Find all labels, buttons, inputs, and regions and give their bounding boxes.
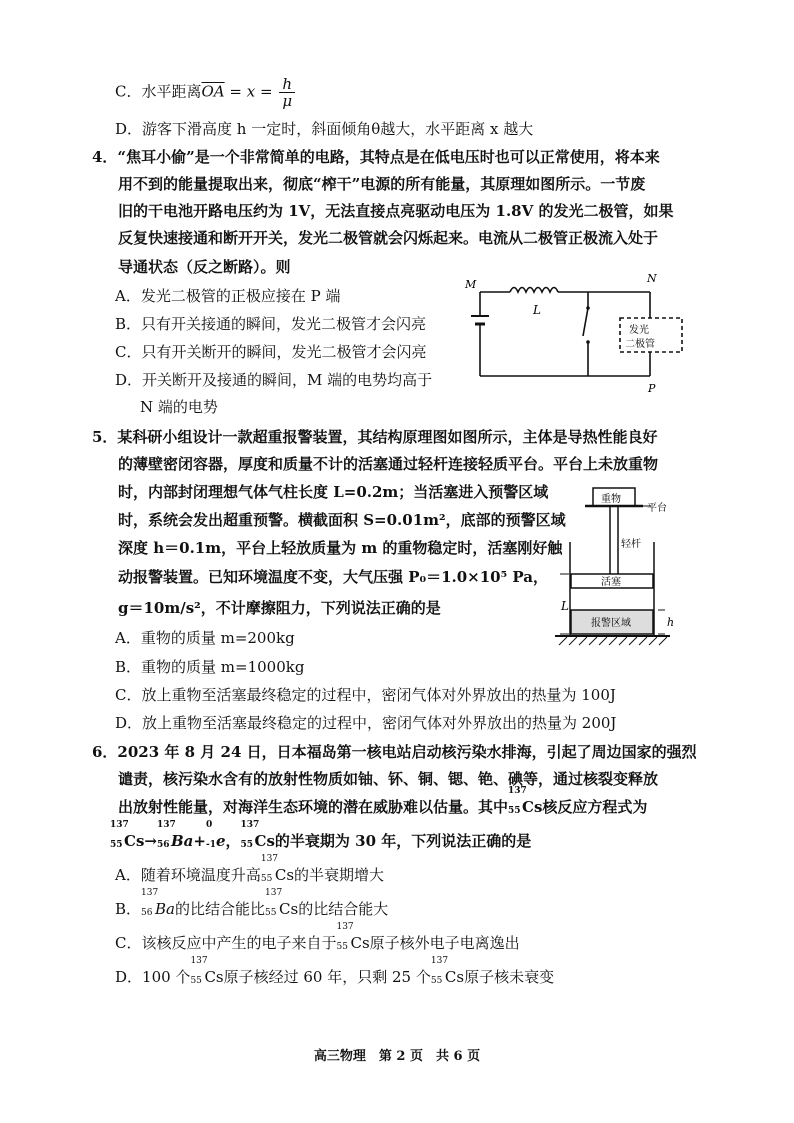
joule-thief-circuit-figure [455,268,695,398]
q6-line-1: 6．2023 年 8 月 24 日，日本福岛第一核电站启动核污染水排海，引起了周边国家的强烈 [92,743,697,761]
label-p: P [648,382,656,395]
q6-line-3: 出放射性能量，对海洋生态环境的潜在威胁难以估量。其中 137 55 Cs核反应方程式为 [118,786,648,816]
platform-label: 平台 [647,503,667,514]
q4-option-d: D．开关断开及接通的瞬间，M 端的电势均高于 [115,371,433,389]
q6-option-d: D．100 个 137 55 Cs原子核经过 60 年，只剩 25 个 137 55 Cs原子核未衰变 [115,956,555,986]
led-label-1: 发光 [629,325,649,336]
q4-line-4: 反复快速接通和断开开关，发光二极管就会闪烁起来。电流从二极管正极流入处于 [118,229,659,247]
q3-option-c: C．水平距离$\overline{OA} = x$ = $\frac{h}{\mu}$ [115,76,297,109]
label-h: h [667,616,675,629]
piston-label: 活塞 [601,577,621,588]
q5-line-7: g＝10m/s²，不计摩擦阻力，下列说法正确的是 [118,599,441,617]
segment-oa: $\overline{OA}$ [201,82,225,101]
alarm-zone-label: 报警区域 [591,618,631,629]
q6-line-2: 谴责，核污染水含有的放射性物质如铀、钚、铜、锶、铯、碘等，通过核裂变释放 [118,770,659,788]
led-label-2: 二极管 [625,339,655,350]
q5-option-b: B．重物的质量 m=1000kg [115,658,305,676]
q6-equation: 137 55 Cs→ 137 56 Ba+ 0 -1 e， 137 55 Cs的半衰期为 30 年，下列说法正确的是 [110,820,532,850]
label-m: M [465,278,477,291]
q5-option-c: C．放上重物至活塞最终稳定的过程中，密闭气体对外界放出的热量为 100J [115,686,616,704]
q6-option-b: B． 137 56 Ba的比结合能比 137 55 Cs的比结合能大 [115,888,389,918]
q5-line-5: 深度 h＝0.1m，平台上轻放质量为 m 的重物稳定时，活塞刚好触 [118,539,563,557]
q4-line-5: 导通状态（反之断路）。则 [118,258,291,276]
q5-line-3: 时，内部封闭理想气体气柱长度 L=0.2m；当活塞进入预警区域 [118,483,549,501]
q4-line-3: 旧的干电池开路电压约为 1V，无法直接点亮驱动电压为 1.8V 的发光二极管，如果 [118,202,674,220]
nuclide-cs-137: 137 55 [508,786,527,816]
q4-option-c: C．只有开关断开的瞬间，发光二极管才会闪亮 [115,343,427,361]
q4-option-a: A．发光二极管的正极应接在 P 端 [115,287,341,305]
label-n: N [647,272,657,285]
q5-line-4: 时，系统会发出超重预警。横截面积 S=0.01m²，底部的预警区域 [118,511,566,529]
label-l: L [533,303,541,317]
q3-option-d: D．游客下滑高度 h 一定时，斜面倾角θ越大，水平距离 x 越大 [115,120,534,138]
q4-line-1: 4．“焦耳小偷”是一个非常简单的电路，其特点是在低电压时也可以正常使用，将本来 [92,148,660,166]
q5-line-2: 的薄壁密闭容器，厚度和质量不计的活塞通过轻杆连接轻质平台。平台上未放重物 [118,455,659,473]
q5-option-a: A．重物的质量 m=200kg [115,629,295,647]
q5-option-d: D．放上重物至活塞最终稳定的过程中，密闭气体对外界放出的热量为 200J [115,714,617,732]
q6-option-a: A．随着环境温度升高 137 55 Cs的半衰期增大 [115,854,385,884]
fraction-h-mu: $\frac{h}{\mu}$ [279,76,295,109]
rod-label: 轻杆 [621,539,641,550]
alarm-device-figure [555,480,680,650]
q5-line-1: 5．某科研小组设计一款超重报警装置，其结构原理图如图所示，主体是导热性能良好 [92,428,658,446]
q4-line-2: 用不到的能量提取出来，彻底“榨干”电源的所有能量，其原理如图所示。一节废 [118,175,646,193]
page-footer: 高三物理 第 2 页 共 6 页 [313,1049,481,1064]
q6-option-c: C．该核反应中产生的电子来自于 137 55 Cs原子核外电子电离逸出 [115,922,520,952]
q4-option-b: B．只有开关接通的瞬间，发光二极管才会闪亮 [115,315,427,333]
weight-label: 重物 [601,494,621,505]
label-l: L [561,599,569,613]
q4-option-d-cont: N 端的电势 [140,398,218,416]
q5-line-6: 动报警装置。已知环境温度不变，大气压强 P₀＝1.0×10⁵ Pa， [118,568,548,586]
